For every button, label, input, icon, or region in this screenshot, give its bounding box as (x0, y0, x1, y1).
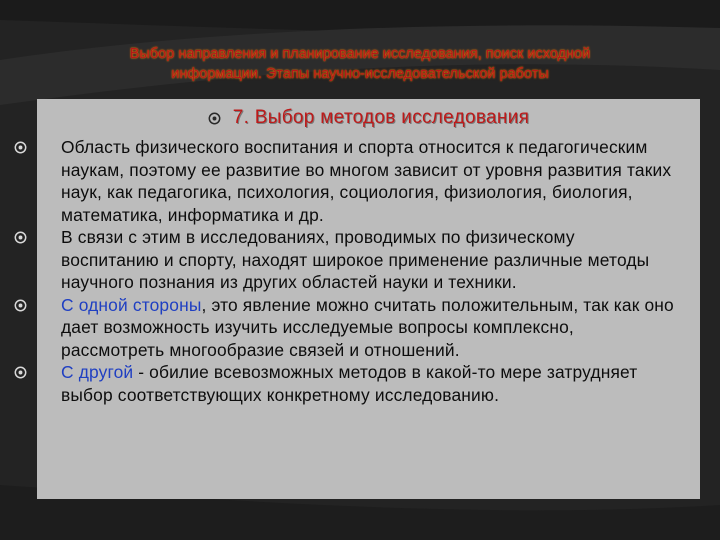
slide-header (40, 44, 680, 84)
slide-title-line-1: Выбор направления и планирование исследования, поиск исходной (129, 46, 591, 62)
bullet-text-rest: - обилие всевозможных методов в какой-то мере затрудняет выбор соответствующих конкретному исследованию. (61, 362, 638, 405)
bullet-text (61, 362, 637, 405)
circle-bullet-icon (208, 112, 221, 125)
accent-phrase: С одной стороны (61, 294, 202, 315)
section-subtitle (37, 107, 700, 129)
bullet-text: В связи с этим в исследованиях, проводимых по физическому воспитанию и спорту, находят широкое применение различные методы научного познания из других областей науки и техники. (61, 227, 650, 292)
circle-bullet-icon (14, 299, 27, 312)
content-panel (37, 99, 700, 499)
bullet-text-rest: , это явление можно считать положительным, так как оно дает возможность изучить исследуемые вопросы комплексно, рассмотреть многообразие связей и отношений. (61, 294, 674, 360)
bullet-text (61, 295, 674, 360)
accent-phrase: С другой (61, 362, 134, 382)
circle-bullet-icon (14, 231, 27, 244)
list-item (37, 226, 677, 294)
circle-bullet-icon (14, 141, 27, 154)
bullet-text: Область физического воспитания и спорта относится к педагогическим наукам, поэтому ее развитие во многом зависит от уровня развития таких наук, как педагогика, психология, социология, физиология, биология, математика, информатика и др. (61, 137, 672, 225)
list-item (37, 294, 677, 362)
list-item (37, 361, 677, 406)
bullet-list (37, 136, 677, 406)
slide-title-line-2: информации. Этапы научно-исследовательской работы (171, 66, 549, 82)
circle-bullet-icon (14, 366, 27, 379)
subtitle-text: 7. Выбор методов исследования (232, 107, 530, 128)
list-item (37, 136, 677, 226)
